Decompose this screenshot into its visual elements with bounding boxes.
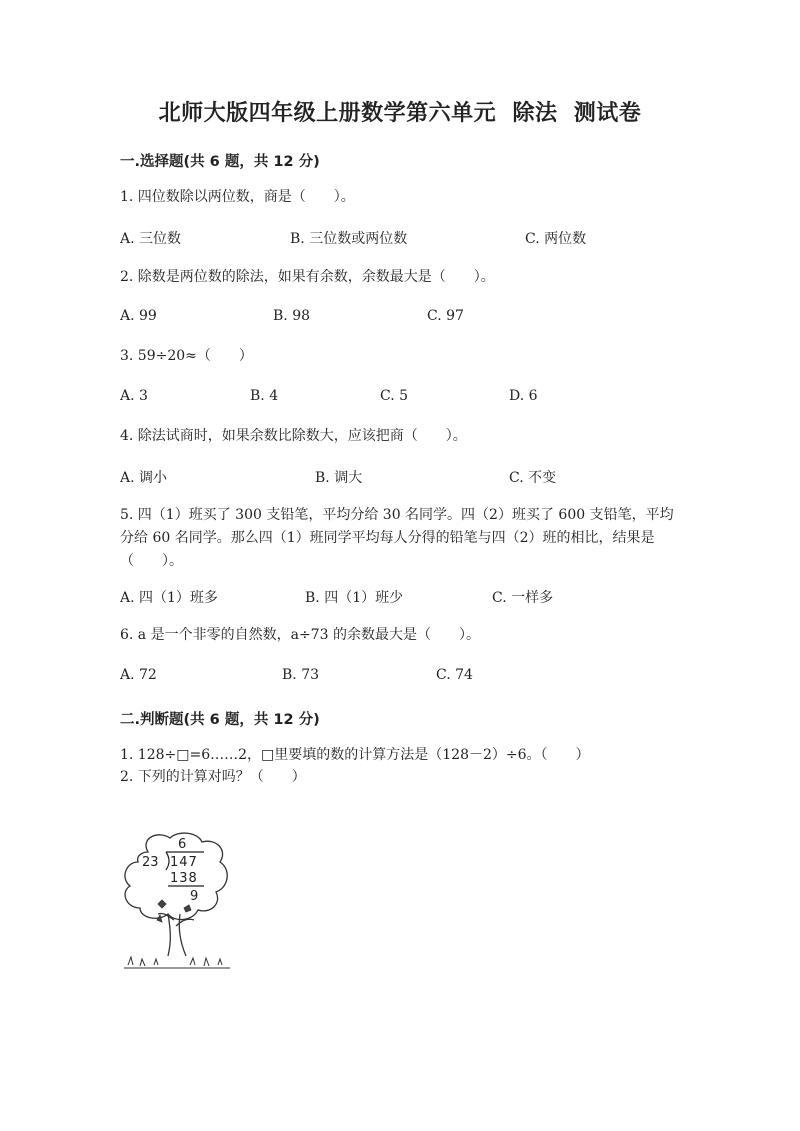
grass — [124, 957, 230, 968]
division-quotient: 6 — [178, 837, 187, 852]
division-product: 138 — [170, 871, 198, 886]
option-3a: A. 3 — [120, 388, 148, 404]
question-6: 6. a 是一个非零的自然数，a÷73 的余数最大是（ ）。 — [120, 627, 480, 643]
option-2b: B. 98 — [273, 308, 311, 324]
tree-division-figure — [118, 830, 238, 975]
judge-question-2: 2. 下列的计算对吗？（ ） — [120, 769, 306, 785]
option-1b: B. 三位数或两位数 — [290, 231, 408, 247]
tree-trunk — [158, 913, 194, 956]
division-remainder: 9 — [190, 889, 199, 904]
question-2: 2. 除数是两位数的除法，如果有余数，余数最大是（ ）。 — [120, 269, 495, 285]
option-3c: C. 5 — [380, 388, 409, 404]
question-1: 1. 四位数除以两位数，商是（ ）。 — [120, 189, 355, 205]
section-heading-judge: 二.判断题(共 6 题，共 12 分) — [120, 712, 320, 728]
option-5b: B. 四（1）班少 — [305, 590, 404, 606]
option-4c: C. 不变 — [509, 470, 557, 486]
tree-illustration — [118, 830, 238, 975]
question-3: 3. 59÷20≈（ ） — [120, 348, 253, 364]
option-5a: A. 四（1）班多 — [120, 590, 218, 606]
option-4a: A. 调小 — [120, 470, 168, 486]
option-3b: B. 4 — [250, 388, 279, 404]
option-1c: C. 两位数 — [525, 231, 587, 247]
option-5c: C. 一样多 — [492, 590, 554, 606]
option-3d: D. 6 — [509, 388, 538, 404]
option-1a: A. 三位数 — [120, 231, 182, 247]
option-6a: A. 72 — [120, 667, 157, 683]
option-6b: B. 73 — [282, 667, 320, 683]
option-2a: A. 99 — [120, 308, 157, 324]
page-title: 北师大版四年级上册数学第六单元 除法 测试卷 — [158, 101, 642, 126]
judge-question-1: 1. 128÷□=6……2，□里要填的数的计算方法是（128－2）÷6。（ ） — [120, 747, 590, 763]
section-heading-choice: 一.选择题(共 6 题，共 12 分) — [120, 154, 320, 170]
division-dividend: 147 — [170, 855, 198, 870]
option-6c: C. 74 — [436, 667, 473, 683]
question-5: 5. 四（1）班买了 300 支铅笔，平均分给 30 名同学。四（2）班买了 600 支铅笔，平均分给 60 名同学。那么四（1）班同学平均每人分得的铅笔与四（2）班的相比，结果是（ ）。 — [120, 507, 674, 569]
division-divisor: 23 — [142, 855, 159, 870]
question-4: 4. 除法试商时，如果余数比除数大，应该把商（ ）。 — [120, 428, 467, 444]
option-4b: B. 调大 — [315, 470, 363, 486]
option-2c: C. 97 — [427, 308, 464, 324]
